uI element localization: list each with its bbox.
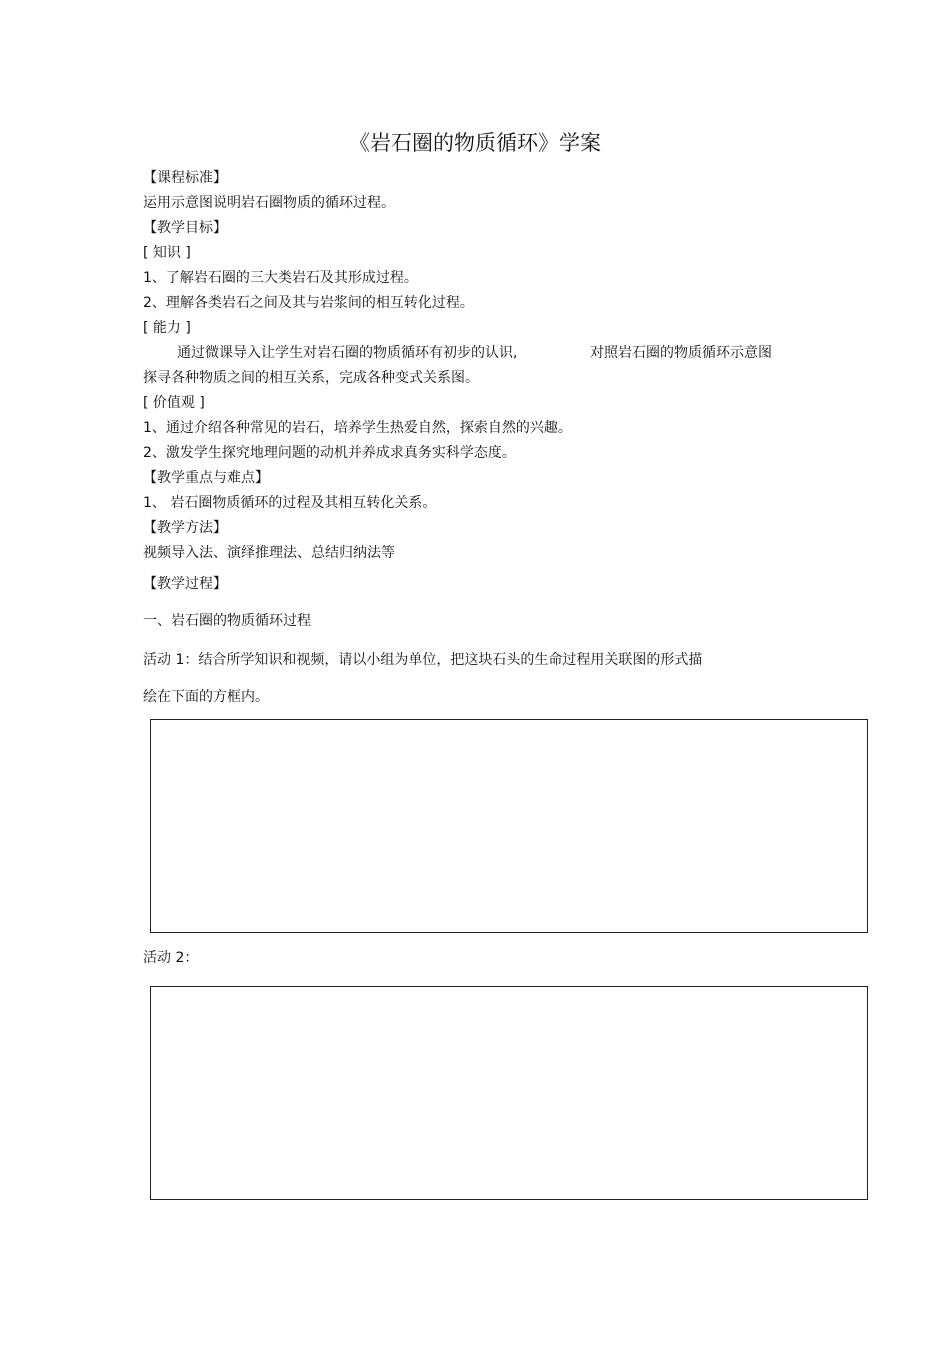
section-curriculum-standard: 【课程标准】 <box>143 170 227 186</box>
activity-1-drawing-box <box>150 719 868 933</box>
document-title: 《岩石圈的物质循环》学案 <box>349 131 601 155</box>
values-item-2: 2、激发学生探究地理问题的动机并养成求真务实科学态度。 <box>143 445 516 461</box>
activity-2-drawing-box <box>150 986 868 1200</box>
process-part-1: 一、岩石圈的物质循环过程 <box>143 613 311 629</box>
ability-text-part2: 对照岩石圈的物质循环示意图 <box>590 345 772 361</box>
section-objectives: 【教学目标】 <box>143 220 227 236</box>
activity-1-line1: 活动 1：结合所学知识和视频，请以小组为单位，把这块石头的生命过程用关联图的形式描 <box>143 652 703 668</box>
ability-heading: [ 能力 ] <box>143 320 191 336</box>
values-heading: [ 价值观 ] <box>143 395 205 411</box>
methods-text: 视频导入法、演绎推理法、总结归纳法等 <box>143 545 395 561</box>
section-key-points: 【教学重点与难点】 <box>143 470 269 486</box>
knowledge-item-2: 2、理解各类岩石之间及其与岩浆间的相互转化过程。 <box>143 295 474 311</box>
values-item-1: 1、通过介绍各种常见的岩石，培养学生热爱自然，探索自然的兴趣。 <box>143 420 572 436</box>
ability-text-line2: 探寻各种物质之间的相互关系，完成各种变式关系图。 <box>143 370 479 386</box>
section-methods: 【教学方法】 <box>143 520 227 536</box>
knowledge-heading: [ 知识 ] <box>143 245 191 261</box>
section-process: 【教学过程】 <box>143 576 227 592</box>
curriculum-standard-text: 运用示意图说明岩石圈物质的循环过程。 <box>143 195 395 211</box>
activity-1-line2: 绘在下面的方框内。 <box>143 689 269 705</box>
key-point-1: 1、 岩石圈物质循环的过程及其相互转化关系。 <box>143 495 437 511</box>
ability-text-part1: 通过微课导入让学生对岩石圈的物质循环有初步的认识, <box>177 345 518 361</box>
knowledge-item-1: 1、了解岩石圈的三大类岩石及其形成过程。 <box>143 270 418 286</box>
activity-2-label: 活动 2： <box>143 950 199 966</box>
